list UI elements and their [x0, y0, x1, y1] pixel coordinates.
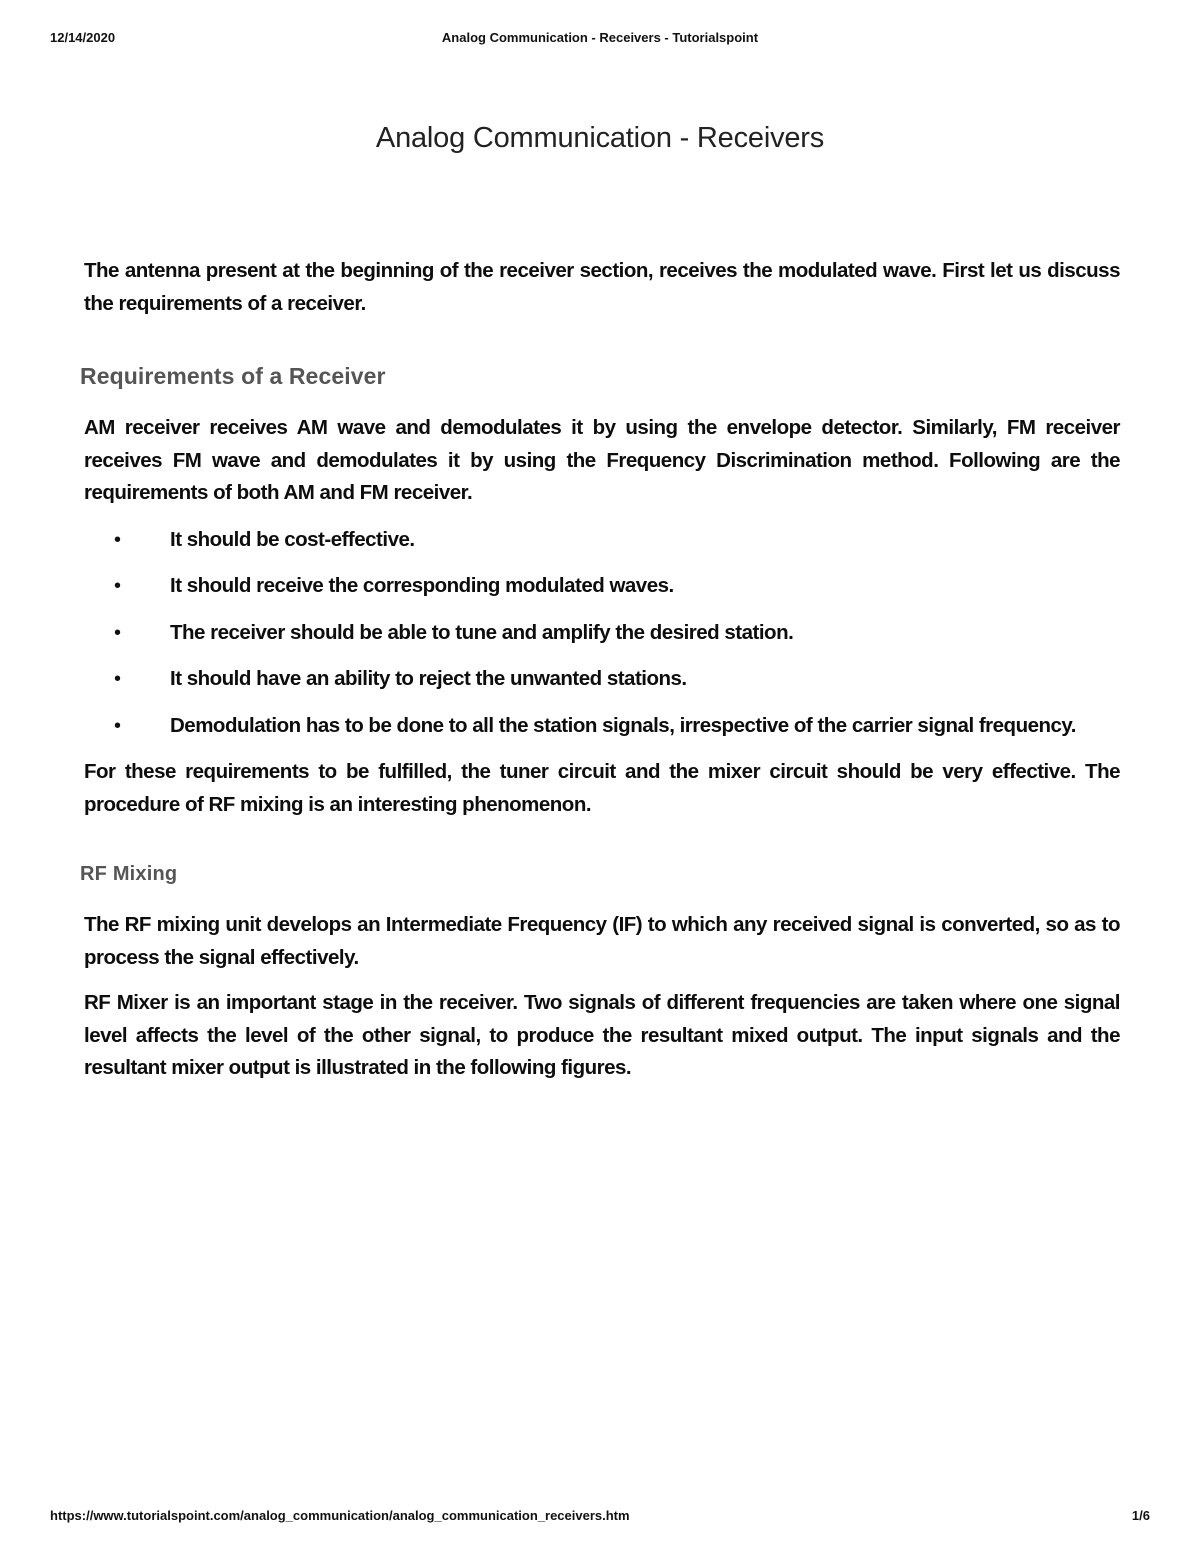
page-footer	[50, 1508, 1150, 1528]
bullet-icon: •	[114, 714, 122, 737]
rf-mixing-paragraph-1	[84, 909, 1120, 974]
list-item	[84, 710, 1120, 743]
list-item-text: It should have an ability to reject the unwanted stations.	[170, 667, 687, 690]
bullet-icon: •	[114, 528, 122, 551]
bullet-icon: •	[114, 668, 122, 690]
rf-mixing-heading: RF Mixing	[80, 863, 178, 885]
list-item-text: It should be cost-effective.	[170, 527, 415, 551]
requirements-list	[84, 524, 1120, 743]
list-item	[84, 663, 1120, 696]
list-item-text: It should receive the corresponding modulated waves.	[170, 574, 674, 597]
page-number: 1/6	[1131, 1508, 1150, 1523]
rf-mixing-paragraph-2: RF Mixer is an important stage in the receiver. Two signals of different frequencies are taken where one signal level affects the level of the other signal, to produce the resultant mixed output. The input signals and the resultant mixer output is illustrated in the following figures.	[84, 991, 1120, 1079]
list-item	[84, 617, 1120, 650]
page-title: Analog Communication - Receivers	[375, 122, 825, 154]
bullet-icon: •	[114, 575, 122, 597]
article-content	[80, 255, 1120, 1085]
list-item-text: Demodulation has to be done to all the station signals, irrespective of the carrier signal frequency.	[170, 713, 1077, 737]
list-item-text: The receiver should be able to tune and amplify the desired station.	[170, 620, 794, 644]
page-header	[50, 30, 1150, 50]
source-url: https://www.tutorialspoint.com/analog_communication/analog_communication_receivers.htm	[50, 1508, 630, 1523]
print-date: 12/14/2020	[50, 30, 116, 45]
requirements-closing: For these requirements to be fulfilled, the tuner circuit and the mixer circuit should be very effective. The procedure of RF mixing is an interesting phenomenon.	[84, 760, 1120, 816]
intermediate-frequency-term: Intermediate Frequency	[385, 913, 607, 936]
rf-mixing-p1-start: The RF mixing unit develops an	[84, 913, 386, 936]
print-page-title: Analog Communication - Receivers - Tutorialspoint	[441, 30, 759, 45]
requirements-heading: Requirements of a Receiver	[80, 363, 386, 389]
requirements-paragraph: AM receiver receives AM wave and demodulates it by using the envelope detector. Similarly, FM receiver receives FM wave and demodulates it by using the Frequency Discrimination method. Following are the requirements of both AM and FM receiver.	[84, 416, 1120, 504]
list-item	[84, 570, 1120, 603]
list-item	[84, 524, 1120, 557]
intro-paragraph: The antenna present at the beginning of the receiver section, receives the modulated wave. First let us discuss the requirements of a receiver.	[84, 259, 1120, 315]
bullet-icon: •	[114, 621, 122, 644]
rf-mixing-p1-end: (IF) to which any received signal is converted, so as to process the signal effectively.	[84, 913, 1120, 969]
